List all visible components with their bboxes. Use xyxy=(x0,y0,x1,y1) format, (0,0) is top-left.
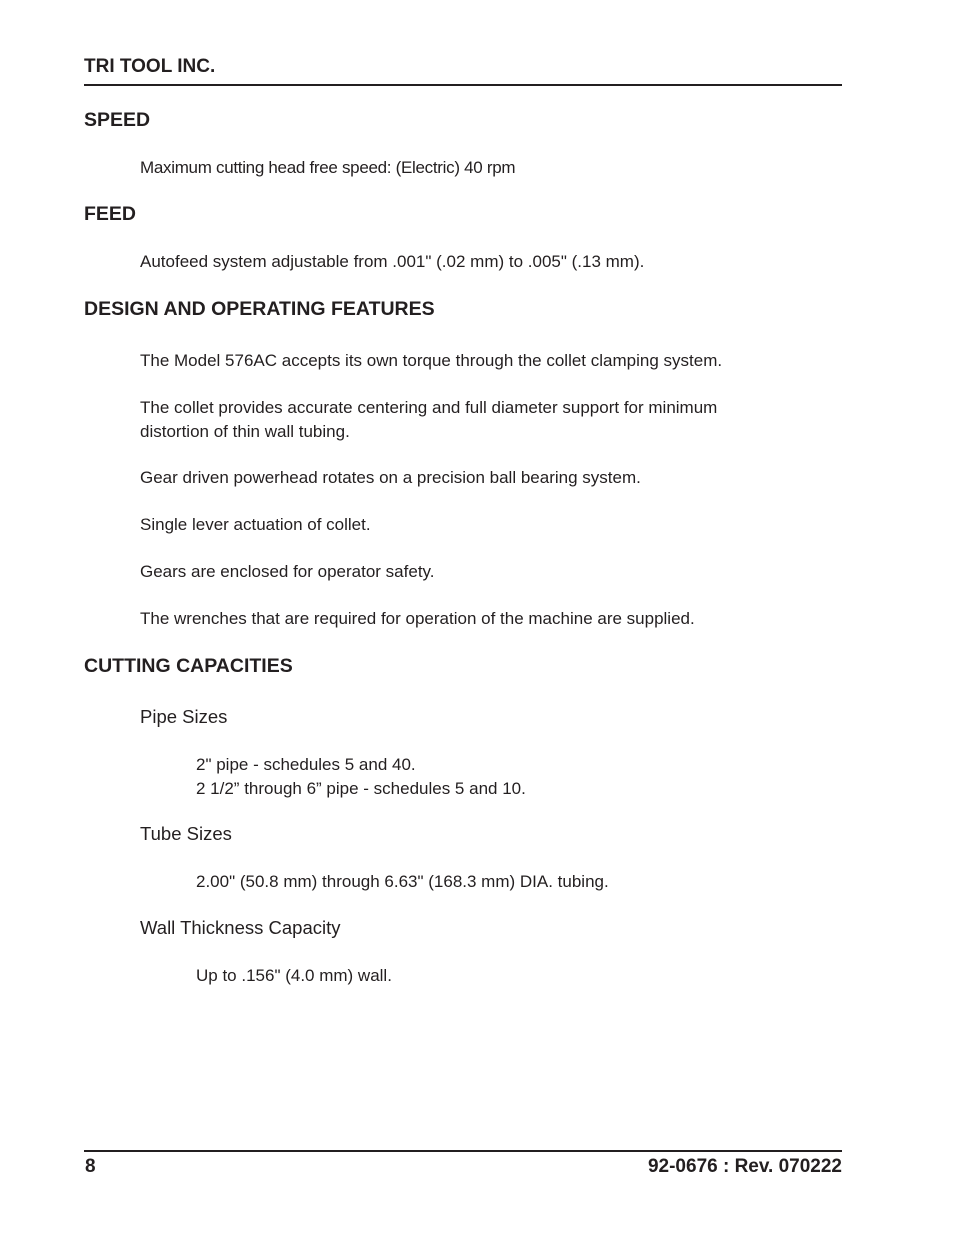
pipe-size-line: 2" pipe - schedules 5 and 40. xyxy=(196,755,416,774)
design-paragraph: Gear driven powerhead rotates on a precision ball bearing system. xyxy=(140,468,641,487)
design-paragraph: The collet provides accurate centering and full diameter support for minimum xyxy=(140,398,718,417)
design-paragraph: Single lever actuation of collet. xyxy=(140,515,371,534)
design-paragraph: The wrenches that are required for operation of the machine are supplied. xyxy=(140,609,695,628)
feed-text: Autofeed system adjustable from .001" (.02 mm) to .005" (.13 mm). xyxy=(140,252,645,271)
section-heading-speed: SPEED xyxy=(84,109,151,131)
section-heading-feed: FEED xyxy=(84,203,137,225)
section-heading-design: DESIGN AND OPERATING FEATURES xyxy=(84,298,435,320)
design-paragraph: The Model 576AC accepts its own torque through the collet clamping system. xyxy=(140,351,723,370)
page-number: 8 xyxy=(85,1156,96,1177)
section-heading-capacities: CUTTING CAPACITIES xyxy=(84,655,293,677)
speed-text: Maximum cutting head free speed: (Electric) 40 rpm xyxy=(140,158,516,177)
footer-rule xyxy=(84,1150,842,1152)
wall-thickness-label: Wall Thickness Capacity xyxy=(140,917,341,938)
tube-size-line: 2.00" (50.8 mm) through 6.63" (168.3 mm) DIA. tubing. xyxy=(196,872,609,891)
tube-sizes-label: Tube Sizes xyxy=(140,823,232,844)
header-rule xyxy=(84,84,842,86)
wall-thickness-line: Up to .156" (4.0 mm) wall. xyxy=(196,966,392,985)
document-revision: 92-0676 : Rev. 070222 xyxy=(647,1156,842,1177)
design-paragraph: Gears are enclosed for operator safety. xyxy=(140,562,435,581)
pipe-sizes-label: Pipe Sizes xyxy=(140,706,228,727)
pipe-size-line: 2 1/2” through 6” pipe - schedules 5 and 10. xyxy=(196,779,526,798)
company-name: TRI TOOL INC. xyxy=(84,56,216,77)
design-paragraph: distortion of thin wall tubing. xyxy=(140,422,350,441)
